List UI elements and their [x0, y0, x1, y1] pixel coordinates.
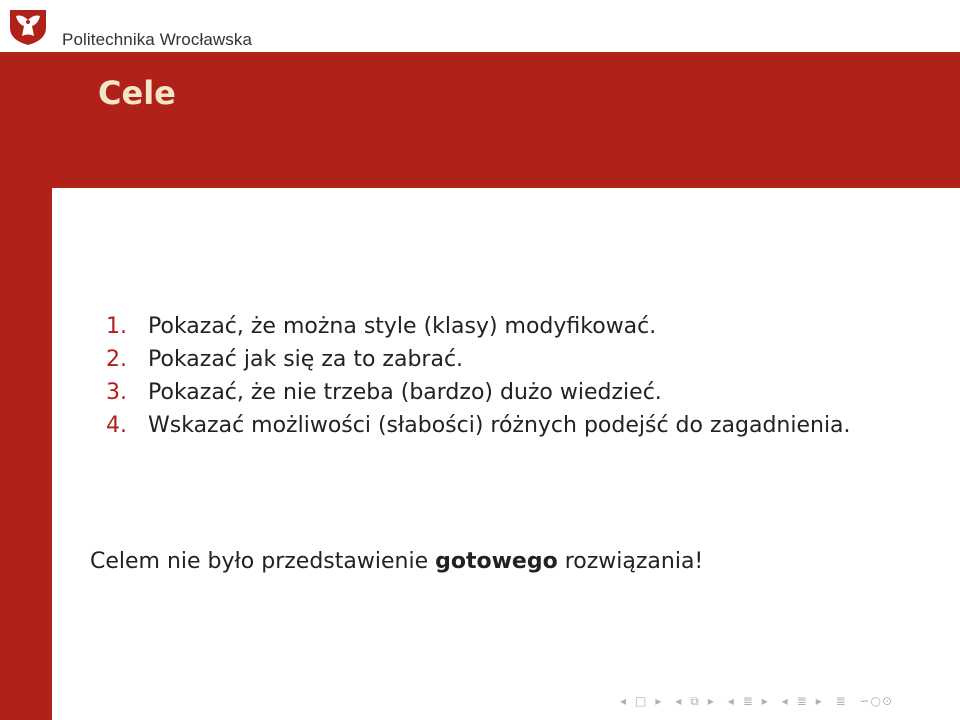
nav-slide-icon[interactable]: ⧉ — [690, 694, 700, 708]
list-item-text: Pokazać jak się za to zabrać. — [148, 347, 464, 372]
nav-prev-frame-icon[interactable]: ◂ — [620, 694, 628, 708]
summary-bold: gotowego — [435, 549, 558, 574]
list-item — [100, 310, 920, 343]
nav-prev-slide-icon[interactable]: ◂ — [675, 694, 683, 708]
slide-title: Cele — [98, 74, 176, 112]
goals-list — [100, 310, 920, 442]
list-item-text: Pokazać, że nie trzeba (bardzo) dużo wiedzieć. — [148, 380, 662, 405]
nav-prev-subsection-icon[interactable]: ◂ — [781, 694, 789, 708]
list-item-text: Wskazać możliwości (słabości) różnych podejść do zagadnienia. — [148, 413, 851, 438]
left-stripe — [0, 52, 52, 720]
title-band — [52, 52, 960, 188]
nav-toc-icon[interactable]: ≣ — [835, 694, 847, 708]
list-item — [100, 376, 920, 409]
header-bar — [0, 0, 960, 52]
nav-section-icon[interactable]: ≣ — [742, 694, 754, 708]
summary-after: rozwiązania! — [557, 549, 704, 574]
list-item-number: 2. — [106, 347, 127, 372]
nav-subsection-icon[interactable]: ≣ — [796, 694, 808, 708]
nav-prev-section-icon[interactable]: ◂ — [727, 694, 735, 708]
university-logo — [8, 6, 48, 46]
institution-name: Politechnika Wrocławska — [62, 30, 253, 49]
list-item-number: 3. — [106, 380, 127, 405]
summary-before: Celem nie było przedstawienie — [90, 549, 436, 574]
nav-next-section-icon[interactable]: ▸ — [761, 694, 769, 708]
list-item-number: 4. — [106, 413, 127, 438]
list-item — [100, 343, 920, 376]
nav-search-icon[interactable]: ∽○⊙ — [859, 694, 894, 708]
list-item — [100, 409, 920, 442]
nav-frame-icon[interactable]: □ — [635, 694, 648, 708]
nav-next-frame-icon[interactable]: ▸ — [655, 694, 663, 708]
nav-next-slide-icon[interactable]: ▸ — [707, 694, 715, 708]
list-item-number: 1. — [106, 314, 127, 339]
nav-next-subsection-icon[interactable]: ▸ — [815, 694, 823, 708]
list-item-text: Pokazać, że można style (klasy) modyfikować. — [148, 314, 657, 339]
beamer-navigation — [620, 694, 901, 709]
summary-text — [90, 545, 703, 578]
